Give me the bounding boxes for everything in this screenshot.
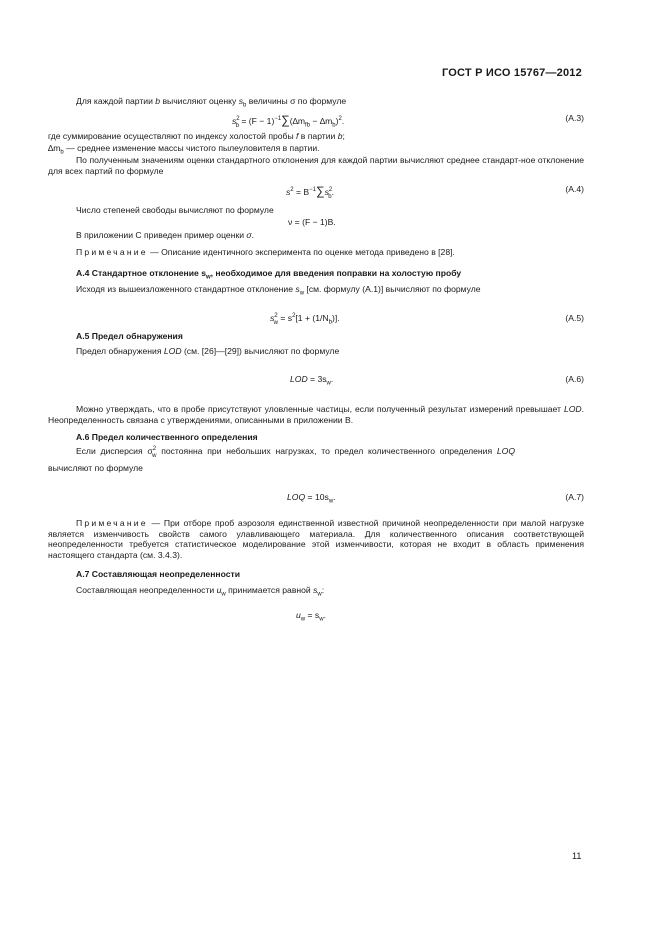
note-2: Примечание — При отборе проб аэрозоля единственной известной причиной неопределенности при малой нагрузке является изменчивость свойств самого улавливающего материала. Для количественного описания соответствующей неопределенности требуется статистическое моделирование этой изменчивости, которая не входит в область применения настоящего стандарта (см. 3.4.3). (48, 518, 584, 561)
where-mean-mass-change: $\Delta m_b$ — среднее изменение массы чистого пылеуловителя в партии. (48, 143, 320, 156)
formula-number-a3: (А.3) (565, 113, 584, 123)
where-summation: где суммирование осуществляют по индексу холостой пробы f в партии b; (48, 131, 345, 141)
paragraph-loq: Если дисперсия $\sigma^2_w$ постоянна при небольших нагрузках, то предел количественного определения LOQ (76, 446, 516, 459)
formula-a5: $s^2_w = s^2[1 + (1/N_b)]$. (270, 313, 340, 326)
page-number: 11 (572, 851, 582, 861)
section-a5-heading: А.5 Предел обнаружения (76, 331, 183, 341)
paragraph-lod-exceed: Можно утверждать, что в пробе присутствуют уловленные частицы, если полученный результат измерений превышает LOD. Неопределенность связана с утверждениями, описанными в приложении В. (48, 404, 584, 425)
formula-number-a6: (А.6) (565, 374, 584, 384)
formula-number-a4: (А.4) (565, 184, 584, 194)
formula-a4: $s^2 = B^{-1}\sum s^2_b$. (286, 184, 334, 200)
formula-uw: $u_w = s_w$. (296, 610, 326, 623)
paragraph-degrees-freedom: Число степеней свободы вычисляют по формуле (76, 205, 274, 215)
paragraph-uncertainty: Составляющая неопределенности $u_w$ принимается равной $s_w$: (76, 585, 325, 598)
formula-a6: LOD = $3s_w$. (290, 374, 334, 387)
section-a6-heading: А.6 Предел количественного определения (76, 432, 258, 442)
paragraph-sw: Исходя из вышеизложенного стандартное отклонение $s_w$ [см. формулу (А.1)] вычисляют по формуле (76, 284, 481, 297)
paragraph-batch-estimate: Для каждой партии b вычисляют оценку $s_b$ величины σ по формуле (76, 96, 347, 109)
paragraph-loq-cont: вычисляют по формуле (48, 463, 143, 473)
section-a7-heading: А.7 Составляющая неопределенности (76, 569, 240, 579)
formula-nu: ν = (F − 1)B. (288, 217, 336, 227)
standard-header: ГОСТ Р ИСО 15767—2012 (442, 67, 582, 79)
formula-a3: $s^2_b = (F - 1)^{-1}\sum(\Delta m_{fb} - \Delta m_b)^2$. (232, 113, 345, 129)
formula-number-a5: (А.5) (565, 313, 584, 323)
paragraph-mean-std: По полученным значениям оценки стандартного отклонения для каждой партии вычисляют среднее стандарт-ное отклонение для всех партий по формуле (48, 155, 584, 176)
formula-number-a7: (А.7) (565, 492, 584, 502)
paragraph-appendix-c: В приложении С приведен пример оценки σ. (76, 230, 254, 240)
formula-a7: LOQ = $10s_w$. (287, 492, 336, 505)
section-a4-heading: А.4 Стандартное отклонение $s_w$, необходимое для введения поправки на холостую пробу (76, 268, 462, 281)
note-1: Примечание — Описание идентичного эксперимента по оценке метода приведено в [28]. (76, 247, 455, 257)
paragraph-lod: Предел обнаружения LOD (см. [26]—[29]) вычисляют по формуле (76, 346, 340, 356)
